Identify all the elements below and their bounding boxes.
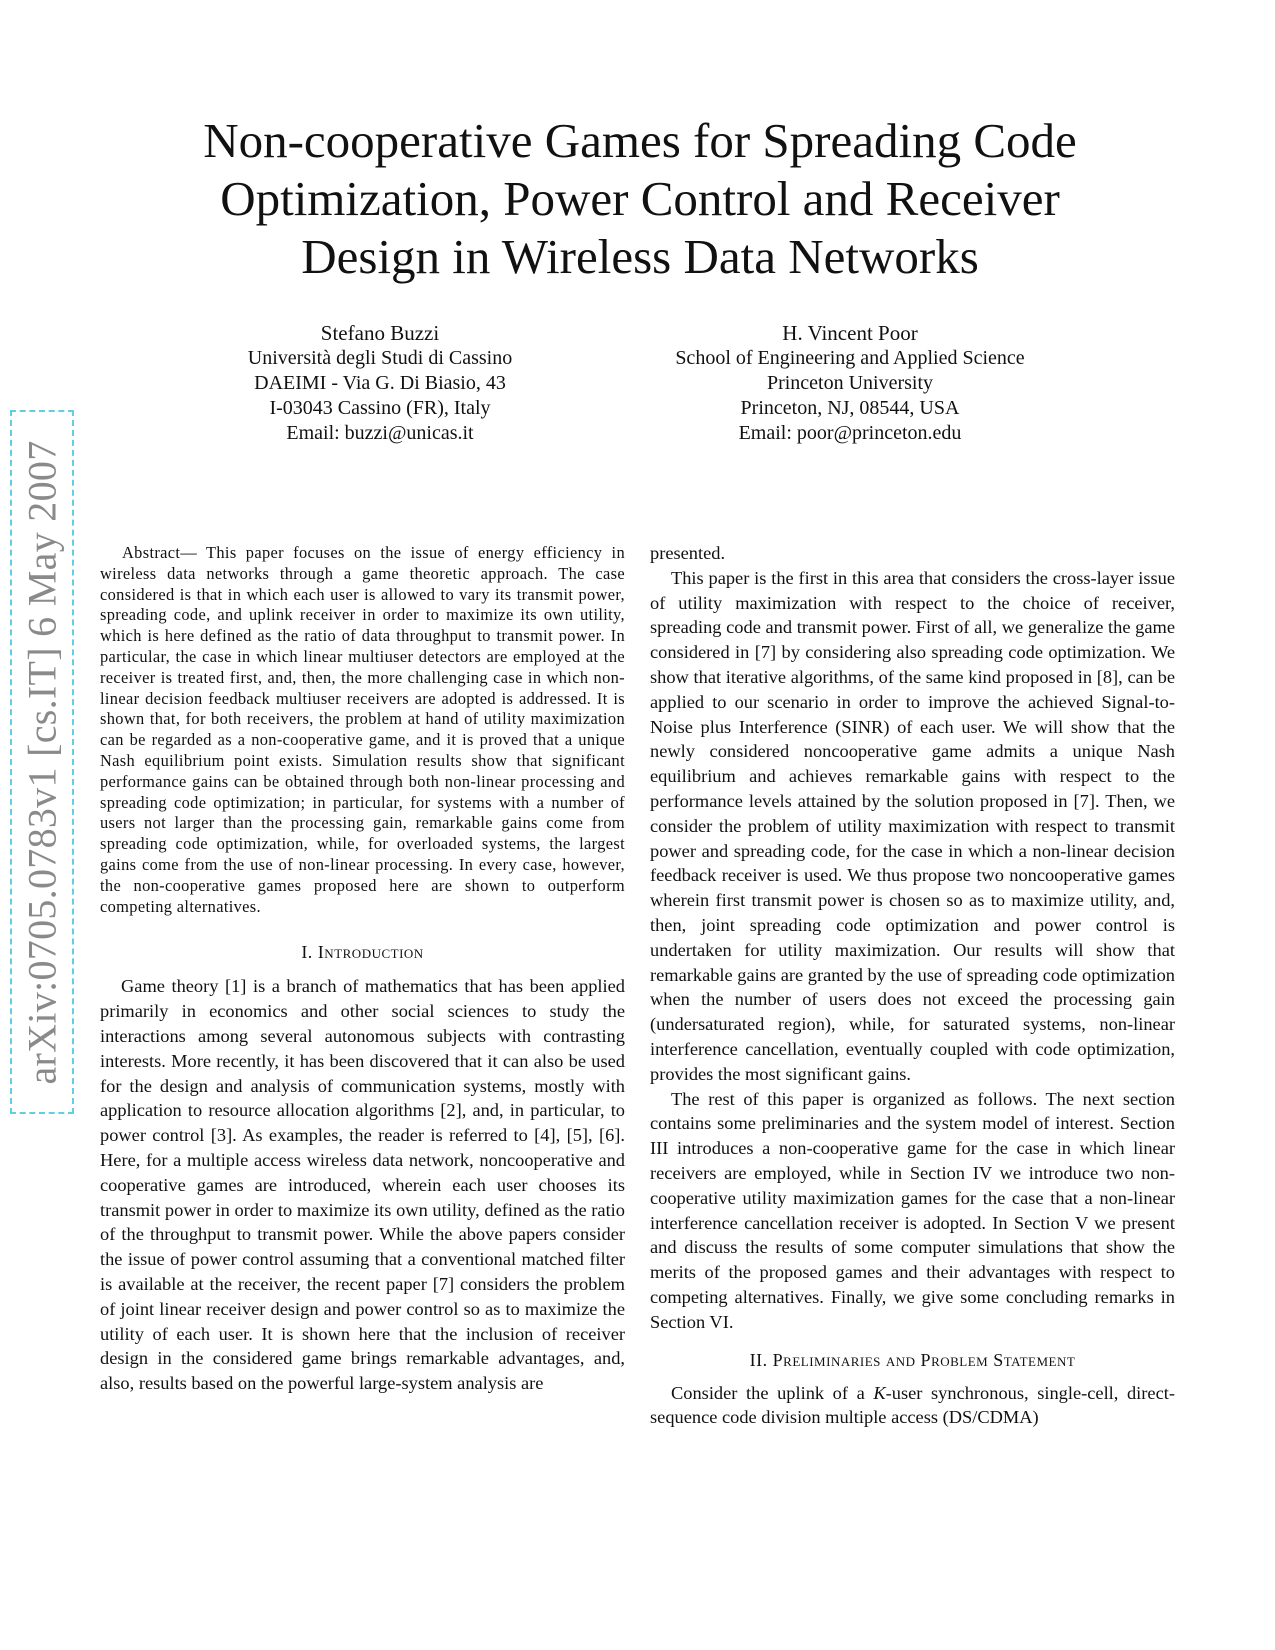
author-department: DAEIMI - Via G. Di Biasio, 43 [254, 372, 506, 394]
body-paragraph: The rest of this paper is organized as follows. The next section contains some preliminaries and the system model of interest. Section III introduces a non-cooperative game for the case in which linear receivers are employed, while in Section IV we introduce two non-cooperative utility maximization games for the case that a non-linear interference cancellation receiver is adopted. In Section V we present and discuss the results of some computer simulations that show the merits of the proposed games and their advantages with respect to competing alternatives. Finally, we give some concluding remarks in Section VI. [650, 1088, 1175, 1332]
arxiv-stamp [10, 410, 74, 1114]
section2-text-end: -user synchronous, single-cell, direct-sequence code division multiple access (DS/CDMA) [650, 1382, 1175, 1428]
author-name: Stefano Buzzi [320, 321, 440, 345]
right-column [650, 541, 1175, 1430]
introduction-paragraph: Game theory [1] is a branch of mathematics that has been applied primarily in economics and other social sciences to study the interactions among several autonomous subjects with contrasting interests. More recently, it has been discovered that it can also be used for the design and analysis of communication systems, mostly with application to resource allocation algorithms [2], and, in particular, to power control [3]. As examples, the reader is referred to [4], [5], [6]. Here, for a multiple access wireless data network, noncooperative and cooperative games are introduced, wherein each user chooses its transmit power in order to maximize its own utility, defined as the ratio of the throughput to transmit power. While the above papers consider the issue of power control assuming that a conventional matched filter is available at the receiver, the recent paper [7] considers the problem of joint linear receiver design and power control so as to maximize the utility of each user. It is shown here that the inclusion of receiver design in the considered game brings remarkable advantages, and, also, results based on the powerful large-system analysis are [100, 976, 625, 1394]
section-heading-preliminaries: II. Preliminaries and Problem Statement [749, 1349, 1076, 1370]
body-paragraph: This paper is the first in this area that considers the cross-layer issue of utility maximization with respect to the choice of receiver, spreading code and transmit power. First of all, we generalize the game considered in [7] by considering also spreading code optimization. We show that iterative algorithms, of the same kind proposed in [8], can be applied to our scenario in order to improve the achieved Signal-to-Noise plus Interference (SINR) of each user. We will show that the newly considered noncooperative game admits a unique Nash equilibrium and achieves remarkable gains with respect to the performance levels attained by the solution proposed in [7]. Then, we consider the problem of utility maximization with respect to transmit power and spreading code, for the case in which a non-linear decision feedback receiver is used. We thus propose two noncooperative games wherein first transmit power is chosen so as to maximize utility, and, then, joint spreading code optimization and power control is undertaken for utility maximization. Our results will show that remarkable gains are granted by the use of spreading code optimization when the number of users does not exceed the processing gain (undersaturated region), while, for saturated systems, non-linear interference cancellation, eventually coupled with code optimization, provides the most significant gains. [650, 567, 1175, 1084]
author-affiliation: School of Engineering and Applied Science [675, 347, 1025, 369]
math-symbol-k: K [873, 1382, 886, 1403]
continuation-text: presented. [650, 543, 726, 563]
author-department: Princeton University [766, 372, 934, 394]
author-email: Email: buzzi@unicas.it [286, 422, 474, 444]
arxiv-id: arXiv:0705.0783v1 [cs.IT] 6 May 2007 [19, 439, 65, 1085]
author-email: Email: poor@princeton.edu [738, 422, 962, 444]
author-1 [200, 320, 560, 446]
abstract: Abstract— This paper focuses on the issue of energy efficiency in wireless data networks through a game theoretic approach. The case considered is that in which each user is allowed to vary its transmit power, spreading code, and uplink receiver in order to maximize its own utility, which is here defined as the ratio of data throughput to transmit power. In particular, the case in which linear multiuser detectors are employed at the receiver is treated first, and, then, the more challenging case in which non-linear decision feedback multiuser receivers are adopted is addressed. It is shown that, for both receivers, the problem at hand of utility maximization can be regarded as a non-cooperative game, and it is proved that a unique Nash equilibrium point exists. Simulation results show that significant performance gains can be obtained through both non-linear processing and spreading code optimization; in particular, for systems with a number of users not larger than the processing gain, remarkable gains come from spreading code optimization, while, for overloaded systems, the largest gains come from the use of non-linear processing. In every case, however, the non-cooperative games proposed here are shown to outperform competing alternatives. [100, 543, 625, 916]
section2-paragraph [650, 1381, 1175, 1431]
section-heading-introduction: I. Introduction [301, 942, 424, 963]
paper-title: Non-cooperative Games for Spreading Code Optimization, Power Control and Receiver Design in Wireless Data Networks [203, 113, 1077, 284]
author-address: Princeton, NJ, 08544, USA [740, 397, 960, 419]
author-affiliation: Università degli Studi di Cassino [247, 347, 513, 369]
section2-text-start: Consider the uplink of a [671, 1382, 874, 1403]
author-address: I-03043 Cassino (FR), Italy [269, 397, 491, 419]
author-2 [635, 320, 1065, 446]
author-name: H. Vincent Poor [782, 321, 918, 345]
left-column [100, 543, 625, 1396]
